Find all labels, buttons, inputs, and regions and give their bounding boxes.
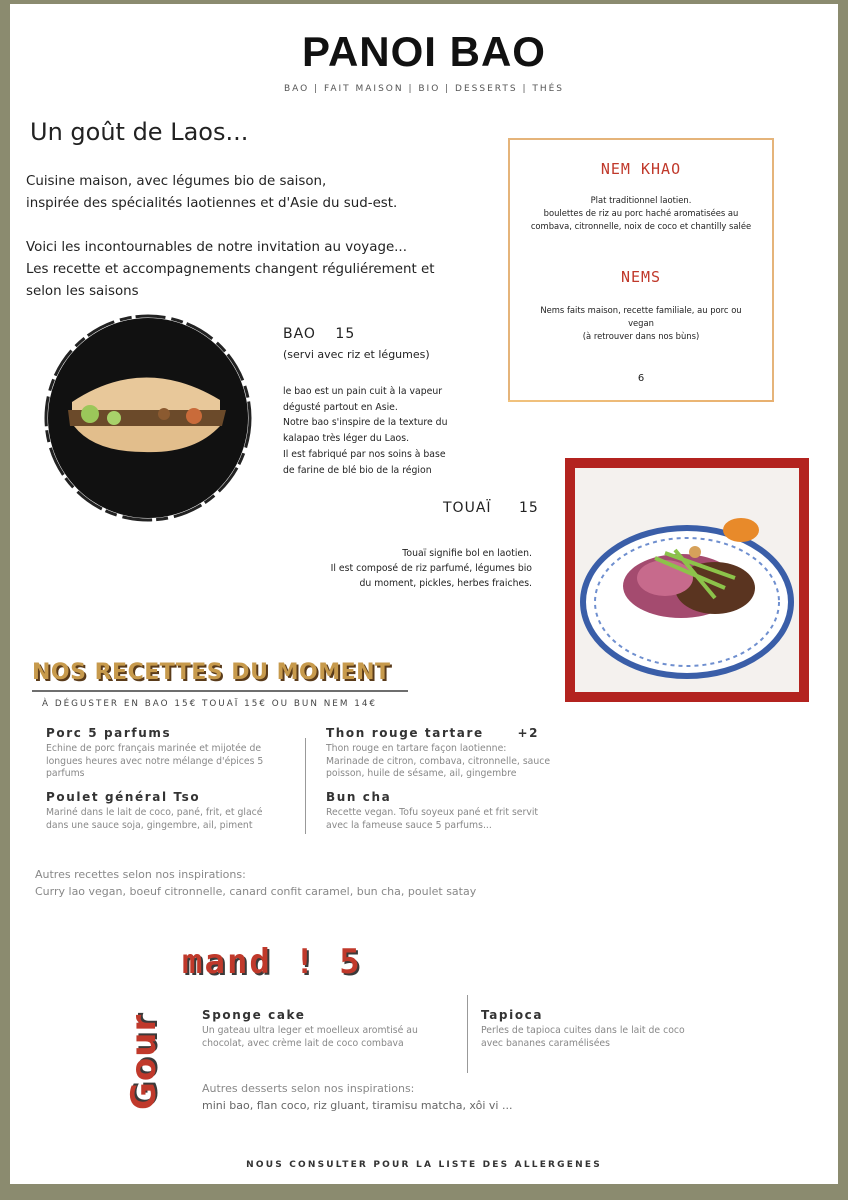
bao-desc-line: dégusté partout en Asie. — [283, 401, 398, 413]
nems-desc-line: Nems faits maison, recette familiale, au porc ou — [540, 305, 742, 315]
bao-title — [283, 326, 355, 342]
desserts-divider — [467, 995, 468, 1073]
recipe-desc-line: avec la fameuse sauce 5 parfums... — [326, 819, 492, 831]
recipe-desc-line: poisson, huile de sésame, ail, gingembre — [326, 768, 517, 779]
recipe-thon — [326, 726, 586, 781]
recipe-desc-line: Marinade de citron, combava, citronnelle, sauce — [326, 755, 551, 767]
recipe-desc — [46, 743, 296, 781]
recipe-extra-price: +2 — [517, 726, 540, 740]
intro-text — [26, 171, 466, 325]
nem-price: 6 — [637, 373, 645, 384]
nems-desc-line: vegan — [628, 318, 654, 328]
nems-desc-line: (à retrouver dans nos bùns) — [582, 331, 700, 341]
intro-headline: Un goût de Laos... — [30, 118, 249, 146]
desserts-title-vertical: Gour — [124, 1013, 164, 1110]
bao-photo — [44, 314, 252, 522]
recipes-divider — [305, 738, 306, 834]
intro-paragraph-1 — [26, 171, 466, 215]
recipe-desc-line: Recette vegan. Tofu soyeux pané et frit servit — [326, 807, 539, 818]
dessert-desc — [202, 1025, 452, 1050]
touai-desc-line: Il est composé de riz parfumé, légumes bio — [330, 563, 532, 574]
nem-khao-desc-line: combava, citronnelle, noix de coco et chantilly salée — [530, 221, 752, 231]
intro-p2-line2: Les recette et accompagnements changent réguliérement et — [26, 262, 435, 277]
touai-desc-line: Touaï signifie bol en laotien. — [402, 548, 532, 559]
recipe-desc — [46, 807, 296, 832]
nem-khao-desc — [510, 194, 772, 233]
touai-desc-line: du moment, pickles, herbes fraiches. — [359, 578, 532, 589]
bao-desc-line: kalapao très léger du Laos. — [283, 433, 410, 445]
dessert-name: Tapioca — [481, 1008, 544, 1022]
dessert-sponge-cake — [202, 1008, 452, 1050]
dessert-tapioca — [481, 1008, 741, 1050]
other-recipes — [35, 866, 476, 900]
other-desserts — [202, 1080, 512, 1114]
recettes-subtitle: À DÉGUSTER EN BAO 15€ TOUAÏ 15€ OU BUN NEM 14€ — [42, 699, 378, 709]
recipe-name: Bun cha — [326, 790, 392, 804]
intro-p1-line2: inspirée des spécialités laotiennes et d'Asie du sud-est. — [26, 196, 398, 211]
recipe-poulet — [46, 790, 296, 832]
desserts-title-horizontal: mand ! 5 — [182, 942, 362, 982]
bao-price: 15 — [335, 326, 356, 342]
recipe-name: Porc 5 parfums — [46, 726, 172, 740]
other-recipes-label: Autres recettes selon nos inspirations: — [35, 868, 246, 881]
touai-price: 15 — [518, 500, 539, 516]
recipe-desc-line: dans une sauce soja, gingembre, ail, piment — [46, 819, 253, 831]
recipe-desc-line: parfums — [46, 768, 85, 779]
intro-paragraph-2 — [26, 237, 466, 303]
bao-name: BAO — [283, 326, 316, 342]
bao-description — [283, 384, 483, 478]
recipe-desc-line: Mariné dans le lait de coco, pané, frit, et glacé — [46, 807, 263, 818]
intro-p2-line1: Voici les incontournables de notre invitation au voyage... — [26, 240, 407, 255]
recipe-desc-line: Thon rouge en tartare façon laotienne: — [326, 743, 507, 754]
bao-desc-line: Il est fabriqué par nos soins à base — [283, 448, 446, 460]
other-recipes-list: Curry lao vegan, boeuf citronnelle, canard confit caramel, bun cha, poulet satay — [35, 885, 477, 898]
recipe-desc — [326, 807, 586, 832]
recipe-porc — [46, 726, 296, 781]
bao-subtitle: (servi avec riz et légumes) — [283, 348, 430, 361]
nems-desc — [510, 304, 772, 343]
dessert-desc-line: Un gateau ultra leger et moelleux aromtisé au — [202, 1025, 418, 1036]
bao-desc-line: Notre bao s'inspire de la texture du — [283, 417, 448, 429]
bao-desc-line: le bao est un pain cuit à la vapeur — [283, 386, 443, 397]
nems-title: NEMS — [620, 268, 662, 286]
dessert-desc-line: avec bananes caramélisées — [481, 1037, 610, 1049]
dessert-name: Sponge cake — [202, 1008, 306, 1022]
touai-title — [443, 500, 539, 516]
recettes-divider — [32, 690, 408, 692]
dessert-desc-line: chocolat, avec crème lait de coco combava — [202, 1037, 404, 1049]
nem-card — [508, 138, 774, 400]
recipe-name: Poulet général Tso — [46, 790, 201, 804]
recipe-name-row — [326, 726, 586, 740]
recipe-bun-cha — [326, 790, 586, 832]
brand-title: PANOI BAO — [302, 28, 546, 75]
recipe-desc-line: longues heures avec notre mélange d'épices 5 — [46, 755, 264, 767]
nem-khao-desc-line: boulettes de riz au porc haché aromatisées au — [543, 208, 739, 218]
touai-description — [300, 546, 532, 591]
brand-tagline: BAO | FAIT MAISON | BIO | DESSERTS | THÉS — [283, 84, 564, 94]
dessert-desc-line: Perles de tapioca cuites dans le lait de coco — [481, 1025, 685, 1036]
other-desserts-list: mini bao, flan coco, riz gluant, tiramisu matcha, xôi vi ... — [202, 1099, 513, 1112]
dessert-desc — [481, 1025, 741, 1050]
nem-khao-desc-line: Plat traditionnel laotien. — [590, 195, 692, 205]
intro-p2-line3: selon les saisons — [26, 284, 139, 299]
recettes-title: NOS RECETTES DU MOMENT — [32, 660, 391, 685]
touai-photo — [565, 458, 809, 702]
recipe-name: Thon rouge tartare — [326, 726, 484, 740]
touai-name: TOUAÏ — [443, 500, 492, 516]
allergen-footer: NOUS CONSULTER POUR LA LISTE DES ALLERGENES — [246, 1160, 602, 1170]
other-desserts-label: Autres desserts selon nos inspirations: — [202, 1082, 415, 1095]
nem-khao-title: NEM KHAO — [600, 160, 682, 178]
intro-p1-line1: Cuisine maison, avec légumes bio de saison, — [26, 174, 327, 189]
bao-desc-line: de farine de blé bio de la région — [283, 464, 432, 476]
recipe-desc — [326, 743, 586, 781]
recipe-desc-line: Echine de porc français marinée et mijotée de — [46, 743, 262, 754]
